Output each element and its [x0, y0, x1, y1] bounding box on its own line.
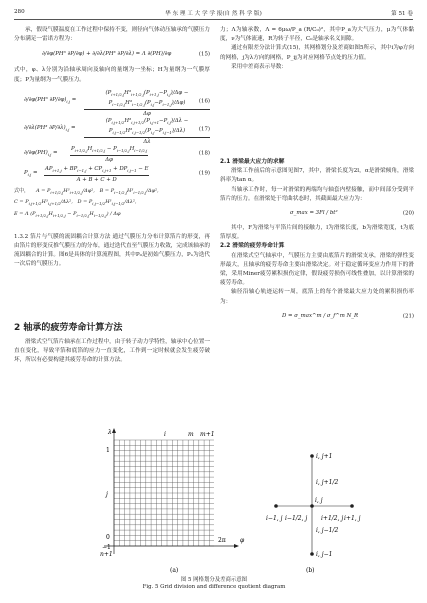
zero-label: 0 — [106, 534, 110, 541]
bearing-number-paragraph: 力；Λ为轴承数，Λ = 6μω/P_a (R/C₀)²，其中P_a为大气压力，μ为气体黏度，ν为气体流速，R为转子半径，C₀是轴承名义间隙。 — [220, 27, 414, 43]
section-2-title: 2 轴承的疲劳寿命计算方法 — [14, 323, 123, 333]
phi-label: φ — [240, 537, 245, 544]
caption-cn: 图 5 网格划分及差商示意图 — [180, 577, 248, 583]
fatigue-paragraph-2: 轴径沿轴心轨迹运转一周，底箔上的每个滑梁最大应力处的累积损伤率为： — [220, 289, 414, 305]
coupling-paragraph: 1.3.2 箔片与气膜的流固耦合计算方法 通过气膜压力分布计算箔片的形变，再由箔片的形变反推气膜压力的分布，通过迭代直至气膜压力收敛，完成该轴承的流固耦合的计算。图6是具体的计算流程图，其中P₀是初始气膜压力，Pₙ为迭代一次后的气膜压力。 — [14, 233, 210, 268]
eq20-body: σ_max = 3Fl / bt² — [290, 210, 338, 217]
node-left — [274, 504, 278, 508]
stencil-diagram — [266, 453, 361, 574]
fatigue-intro-paragraph: 滑梁式空气箔片轴承在工作过程中，由于转子动力学特性，轴承中心位置一直在变化，导致平箔和底箔的应力一直变化，工作到一定时候就会发生疲劳破坏，所以有必要构建其疲劳寿命的计算方法。 — [14, 339, 210, 364]
central-difference-paragraph: 采用中差商表示导数： — [231, 63, 287, 70]
volume-label: 第 51 卷 — [391, 11, 413, 17]
lambda-label: λ — [108, 429, 112, 436]
grid-diagram — [100, 428, 245, 574]
i-label: i — [164, 431, 166, 438]
stencil-center-label: i, j — [315, 497, 323, 504]
stencil-right-label: i+1, j — [344, 515, 361, 522]
equation-19: $P_{i,j}$ = $AP_{i+1,j} + BP_{i-1,j} + CP_{i,j+1} + DP_{i,j-1} - E$ A + B + C + D (19) — [24, 165, 210, 184]
left-column — [14, 26, 210, 270]
stencil-upper-label: i, j+1/2 — [316, 479, 339, 486]
journal-title: 华 东 理 工 大 学 学 报(自 然 科 学 版) — [165, 11, 262, 17]
lambda-arrow-icon — [112, 428, 116, 433]
node-top — [310, 454, 314, 458]
eq17-number: (17) — [198, 126, 210, 133]
stencil-top-label: i, j+1 — [316, 453, 333, 460]
fatigue-paragraph-1: 在滑梁式空气轴承中，气膜压力主要由底箔片的滑梁支承，滑梁的弹性变形最大，且轴承的疲劳寿命主要由滑梁决定。对于稳定循环变应力作用下的滑梁，采用Miner疲劳累积损伤定律，假设疲劳损伤可线性叠加，以计算滑梁的疲劳寿命。 — [220, 252, 414, 287]
j-label: j — [106, 491, 108, 498]
stencil-leftmid-label: i−1/2, j — [285, 515, 308, 522]
n-plus-1-label: n+1 — [100, 551, 113, 558]
notation-paragraph: 式中，φ、λ分别为沿轴承周向及轴向的量纲为一坐标；H为量纲为一气膜厚度；P为量纲为一气膜压力。 — [14, 67, 210, 83]
caption-en: Fig. 5 Grid division and difference quotient diagram — [142, 584, 286, 590]
figure-5 — [14, 426, 414, 596]
eq18-number: (18) — [198, 150, 210, 157]
beam-paragraph-3: 其中，F为滑梁与平箔片间的接触力，l为滑梁长度，b为滑梁宽度，t为底箔厚度。 — [220, 225, 414, 241]
label-a: (a) — [170, 567, 179, 574]
m-plus-1-label: m+1 — [200, 431, 215, 438]
phi-arrow-icon — [234, 544, 239, 548]
page-number: 280 — [14, 9, 25, 15]
equation-18: $\partial/\partial\varphi(PH)_{i,j}$ = $P_{i+1/2,j}H_{i+1/2,j} - P_{i-1/2,j}H_{i-1/2,j}$ Δφ (18) — [24, 145, 210, 164]
right-column — [220, 26, 414, 327]
m-label: m — [188, 431, 194, 438]
page-header — [14, 8, 413, 20]
two-pi-label: 2π — [218, 537, 226, 544]
eq19-number: (19) — [198, 170, 210, 177]
beam-paragraph-2: 当轴承工作时，每一对滑梁的两端均与轴套内壁接触，而中间部分受到平箔片的压力。在滑梁处于弯曲状态时，其截面最大应力为： — [220, 186, 414, 202]
finite-difference-paragraph: 通过有限差分法计算式(15)，其网格划分及差商如图5所示，其中i为φ方向的网格，j为λ方向的网格，P_ij为对应网格节点处的压力值。 — [220, 45, 414, 61]
stencil-left-label: i−1, j — [266, 515, 283, 522]
equation-15 — [14, 46, 210, 64]
node-right — [350, 504, 354, 508]
stencil-lower-label: i, j−1/2 — [316, 527, 339, 534]
beam-paragraph-1: 滑梁工作前后的示意图见图7，其中，滑梁长度为2l，α是滑梁倾角，滑梁斜率为tan α。 — [220, 168, 414, 184]
eq21-number: (21) — [402, 313, 414, 320]
eq15-body: ∂/∂φ(PH³ ∂P/∂φ) + ∂/∂λ(PH³ ∂P/∂λ) = Λ ∂(PH)/∂φ — [42, 51, 172, 58]
left-column-lower — [14, 338, 210, 366]
minus-one-label: −1 — [102, 544, 111, 551]
stencil-rightmid-label: i+1/2, j — [321, 515, 344, 522]
intro-paragraph: 承，假设气膜温度在工作过程中保持不变，则径向气体动压轴承的气膜压力分布满足一雷诺方程为： — [14, 27, 210, 43]
equation-20 — [220, 206, 414, 222]
subsection-2-1: 2.1 滑梁最大应力的求解 — [220, 159, 285, 166]
coefficients-block: 式中， $A = P_{i+1/2,j}H^3_{i+1/2,j}$/Δφ², $B = P_{i-1/2,j}H^3_{i-1/2,j}$/Δφ², $C = P_{i,j+1/2}H^3_{i,j+1/2}$/Δλ², $D = P_{i,j-1/2}H^3_{i,j-1/2}$/Δλ², E = Λ $(P_{i+1/2,j}H_{i+1/2,j} - P_{i-1/2,j}H_{i-1/2,j}) / \Delta\varphi$ — [14, 187, 159, 218]
equation-16: ∂/∂φ(PH³ $\partial P/\partial\varphi)_{i,j}$ = $(P_{i+1/2,j}H^3_{i+1/2,j}(P_{i+1,j}-P_{i,j})/\Delta\varphi - P_{i-1/2,j}H^3_{i-1/2,j}(P_{i,j}-P_{i-1,j})/\Delta\varphi)$ Δφ (16) — [24, 89, 210, 118]
label-b: (b) — [306, 567, 315, 574]
equation-17: ∂/∂λ(PH³ $\partial P/\partial\lambda)_{i,j}$ = $(P_{i,j+1/2}H^3_{i,j+1/2}(P_{i,j+1}-P_{i,j})/\Delta\lambda - P_{i,j-1/2}H^3_{i,j-1/2}(P_{i,j}-P_{i,j-1})/\Delta\lambda)$ Δλ (17) — [24, 117, 210, 146]
eq16-number: (16) — [198, 98, 210, 105]
equation-21 — [220, 309, 414, 325]
figure-5-svg — [14, 426, 414, 576]
eq15-number: (15) — [198, 51, 210, 58]
eq20-number: (20) — [402, 210, 414, 217]
subsection-2-2: 2.2 滑梁的疲劳寿命计算 — [220, 243, 285, 250]
one-label: 1 — [106, 447, 110, 454]
node-center — [310, 504, 314, 508]
node-bottom — [310, 552, 314, 556]
eq21-body: D = σ_max^m / σ_f^m N_R — [282, 312, 359, 319]
stencil-bottom-label: i, j−1 — [316, 551, 333, 558]
where-label: 式中， — [14, 187, 30, 194]
